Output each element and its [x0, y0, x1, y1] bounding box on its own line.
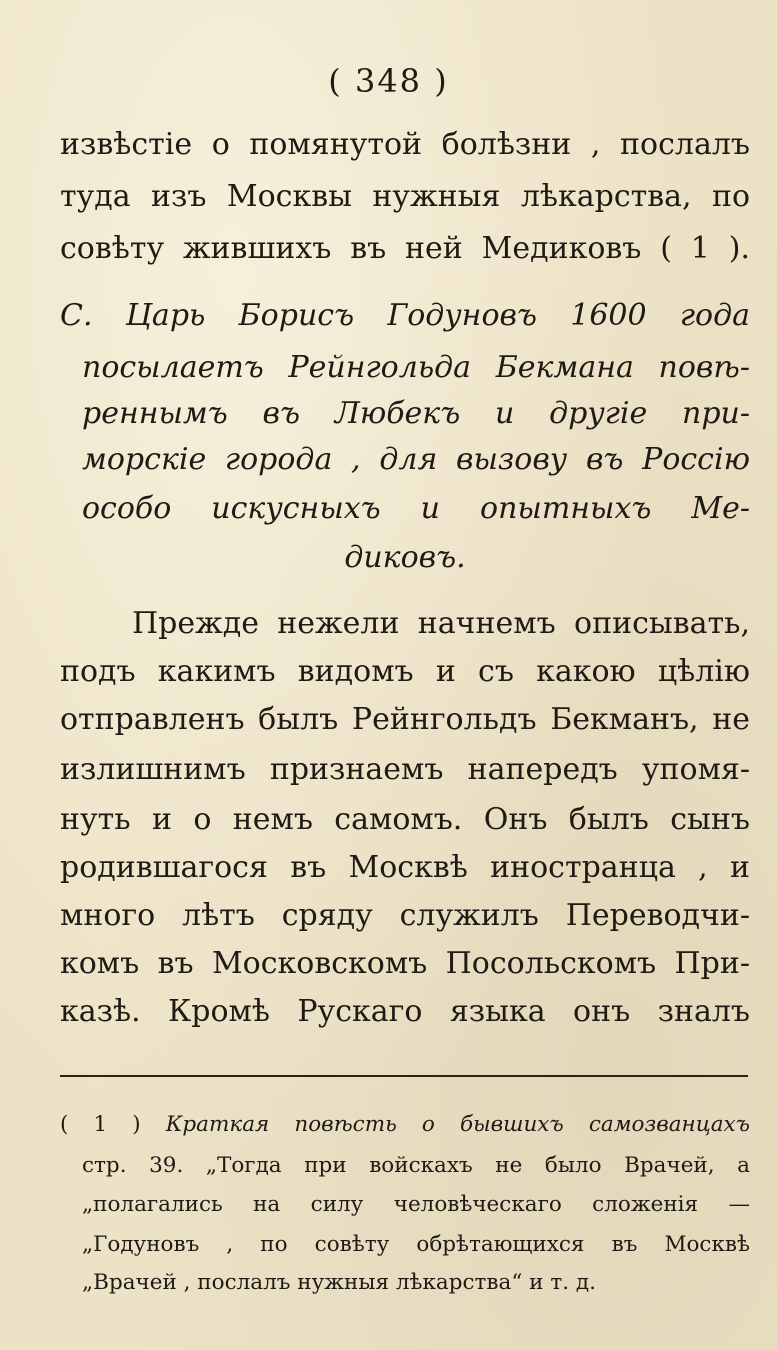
paragraph-2-line-8: комъ въ Московскомъ Посольскомъ При- — [60, 946, 750, 981]
page-number: ( 348 ) — [328, 62, 449, 100]
paragraph-2-line-2: подъ какимъ видомъ и съ какою цѣлію — [60, 654, 750, 689]
section-heading-line-2: посылаетъ Рейнгольда Бекмана повѣ- — [82, 350, 750, 385]
paragraph-2-line-9: казѣ. Кромѣ Рускаго языка онъ зналъ — [60, 994, 750, 1029]
section-heading-line-3: реннымъ въ Любекъ и другіе при- — [82, 396, 750, 431]
paragraph-1-line-1: извѣстіе о помянутой болѣзни , послалъ — [60, 127, 750, 162]
paragraph-2-line-3: отправленъ былъ Рейнгольдъ Бекманъ, не — [60, 702, 750, 737]
footnote-rule — [60, 1075, 748, 1077]
section-heading-line-1: С. Царь Борисъ Годуновъ 1600 года — [60, 298, 750, 333]
footnote-line-4: „Врачей , послалъ нужныя лѣкарства“ и т. д. — [82, 1270, 596, 1295]
footnote-line-3: „Годуновъ , по совѣту обрѣтающихся въ Москвѣ — [82, 1232, 750, 1257]
paragraph-1-line-3: совѣту жившихъ въ ней Медиковъ ( 1 ). — [60, 231, 750, 266]
footnote-marker: ( 1 ) — [60, 1112, 141, 1137]
section-heading-line-6: диковъ. — [344, 540, 466, 575]
section-heading-line-4: морскіе города , для вызову въ Россію — [82, 442, 750, 477]
paragraph-2-line-5: нуть и о немъ самомъ. Онъ былъ сынъ — [60, 802, 750, 837]
section-heading-line-5: особо искусныхъ и опытныхъ Ме- — [82, 491, 750, 526]
footnote-heading — [60, 1110, 750, 1140]
footnote-title: Краткая повѣсть о бывшихъ самозванцахъ — [165, 1112, 750, 1137]
footnote-line-2: „полагались на силу человѣческаго сложенія — — [82, 1192, 750, 1217]
paragraph-1-line-2: туда изъ Москвы нужныя лѣкарства, по — [60, 179, 750, 214]
paragraph-2-line-6: родившагося въ Москвѣ иностранца , и — [60, 850, 750, 885]
paragraph-2-line-1: Прежде нежели начнемъ описывать, — [132, 606, 750, 641]
footnote-line-1: стр. 39. „Тогда при войскахъ не было Врачей, а — [82, 1153, 750, 1178]
paragraph-2-line-4: излишнимъ признаемъ напередъ упомя- — [60, 752, 750, 787]
paragraph-2-line-7: много лѣтъ сряду служилъ Переводчи- — [60, 898, 750, 933]
